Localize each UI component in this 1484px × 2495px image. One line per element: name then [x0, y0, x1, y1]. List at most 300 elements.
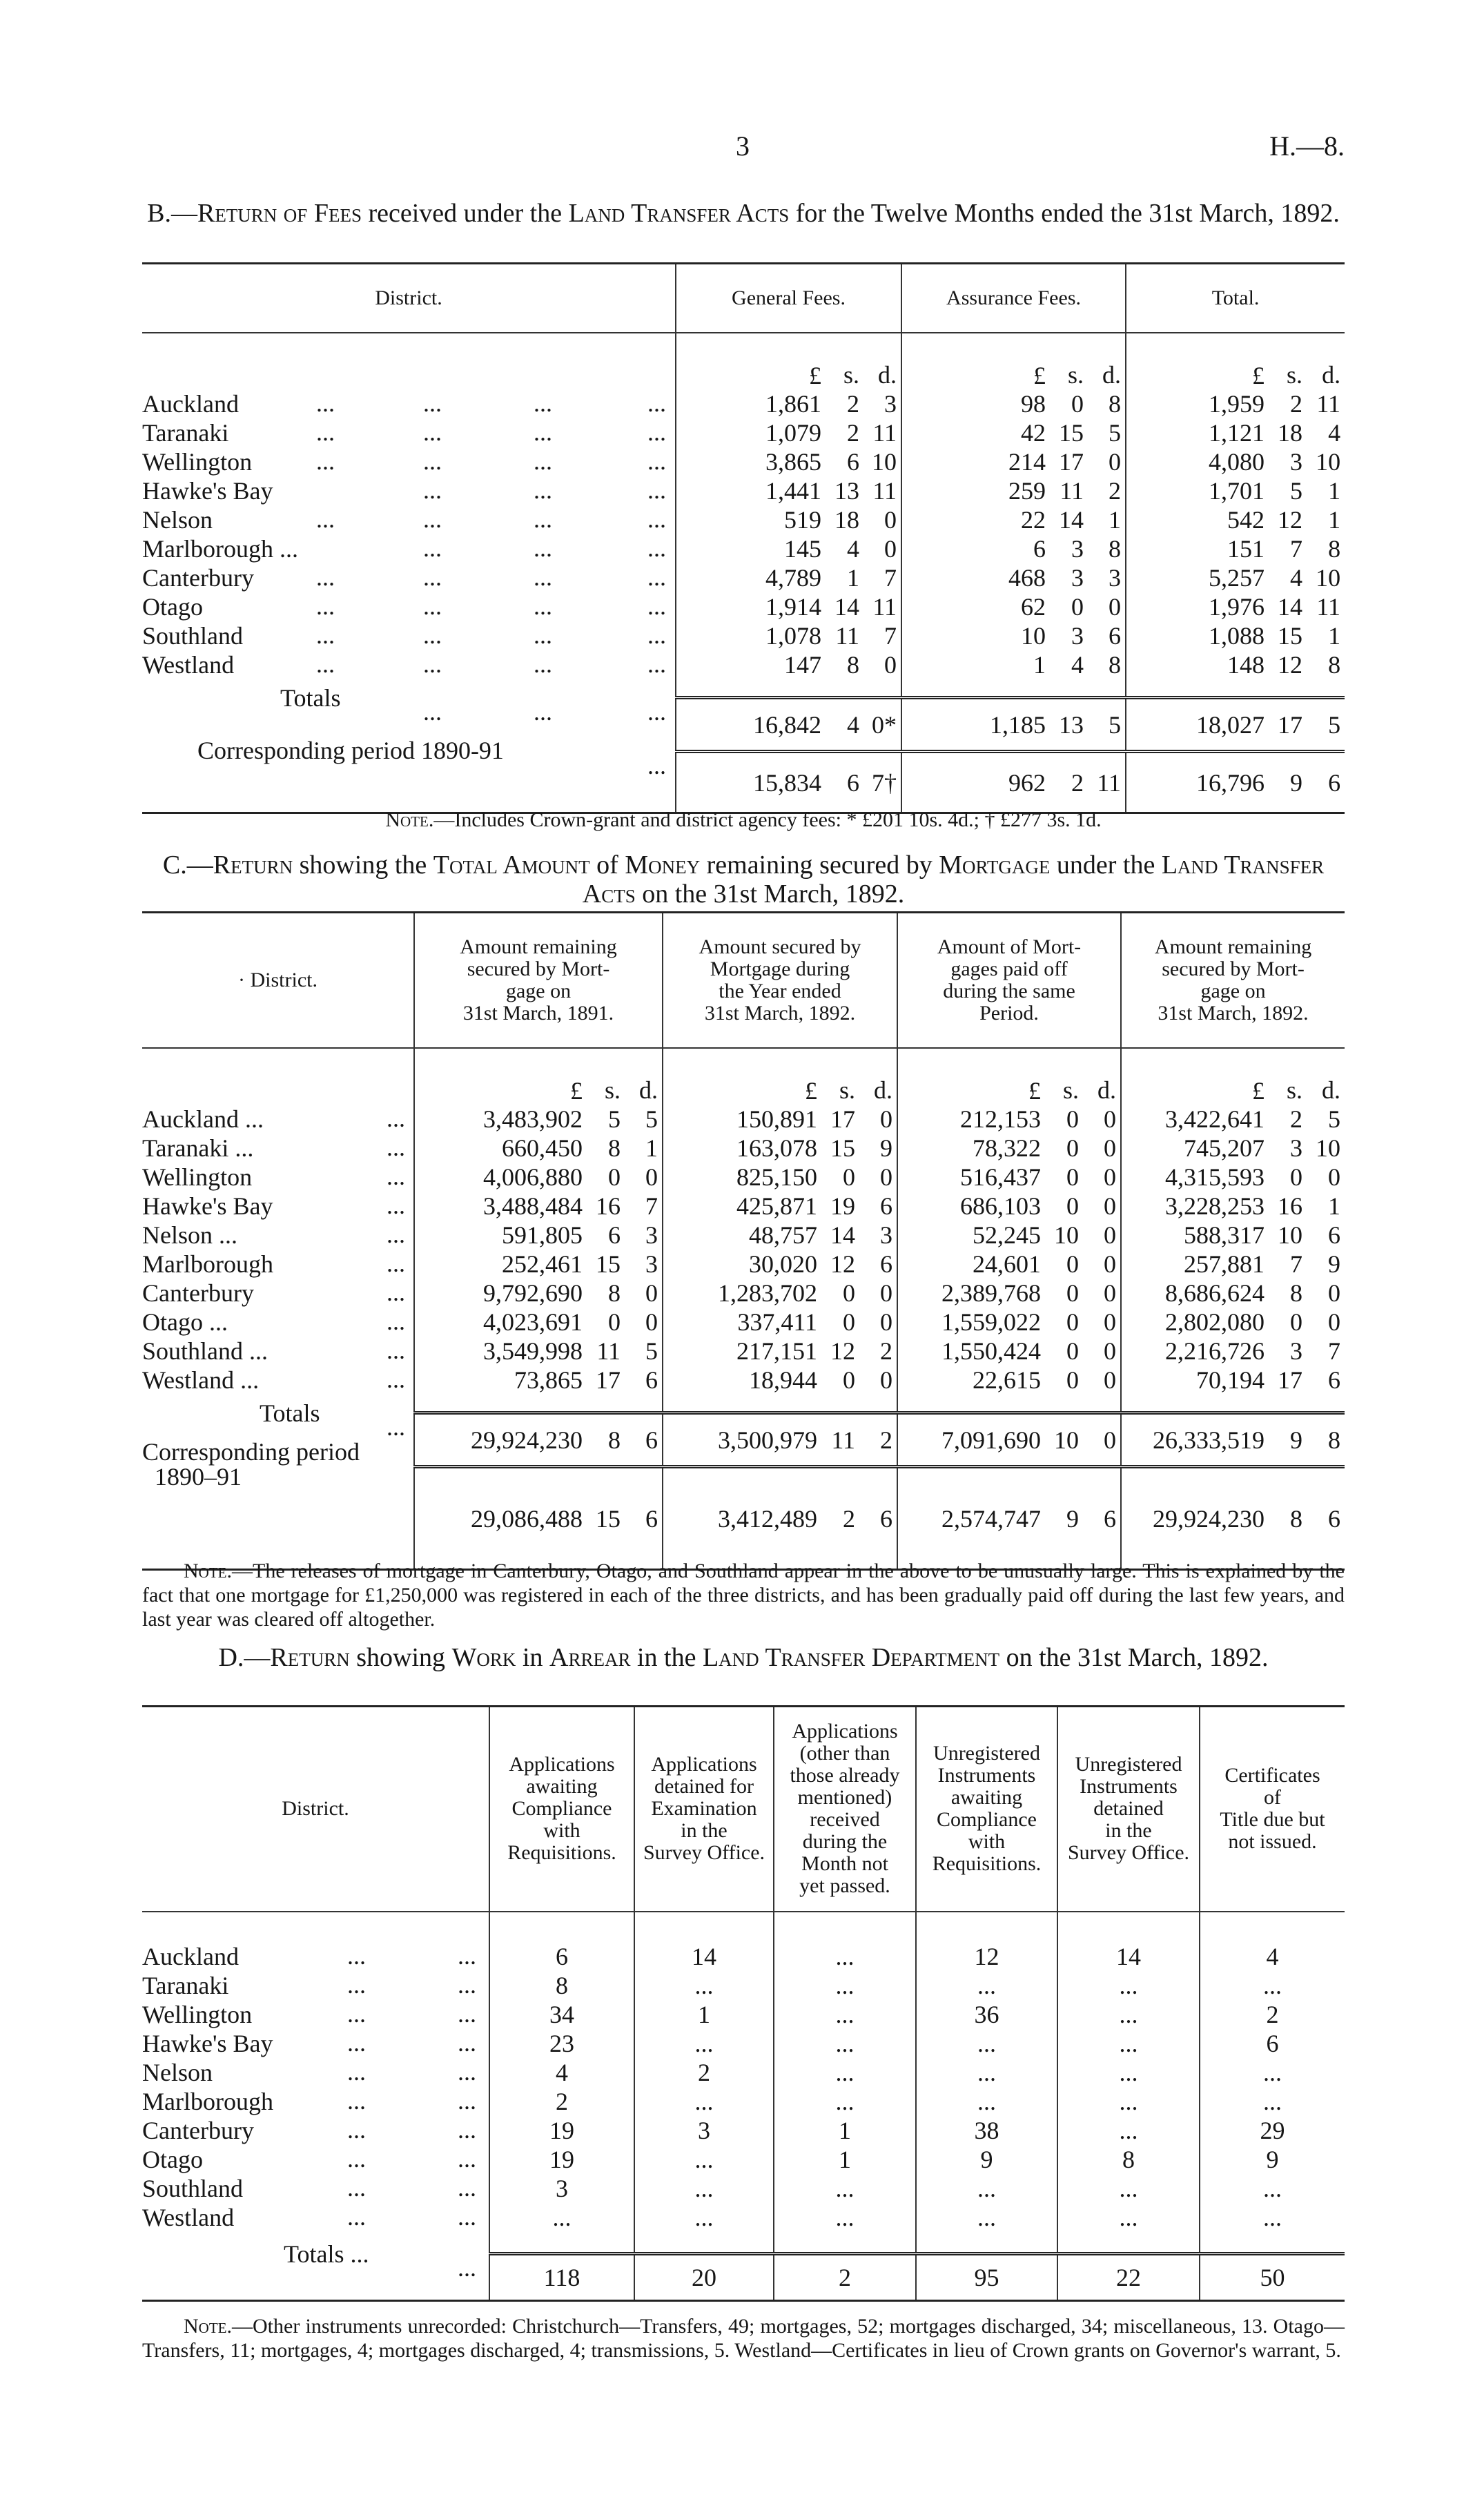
pounds-value: 259 [901, 476, 1050, 505]
leader-dots: ... [387, 1220, 405, 1248]
shillings-value: 14 [834, 592, 859, 621]
shillings-value: 1 [847, 563, 859, 592]
pounds-value: 3,422,641 [1121, 1105, 1269, 1134]
pence-value: 0 [880, 1308, 893, 1336]
leader-dots: ... [347, 2144, 366, 2173]
pence-value: 6 [880, 1250, 893, 1278]
column-header: General Fees. [676, 264, 901, 333]
pence-value: 5 [645, 1337, 658, 1365]
leader-dots: ... [647, 563, 666, 591]
pounds-value: 591,805 [414, 1221, 587, 1250]
district-name: Southland ... [142, 1337, 269, 1365]
pounds-value: 1,559,022 [897, 1308, 1045, 1337]
pounds-value: 468 [901, 563, 1050, 592]
pounds-value: 3,500,979 [663, 1413, 821, 1467]
district-cell [142, 1337, 414, 1366]
shillings-value: 15 [1278, 621, 1303, 650]
district-cell [142, 563, 676, 592]
pence-value: 7† [863, 752, 901, 813]
table-d-note [142, 2314, 1345, 2362]
unit-label: s. [1068, 360, 1084, 389]
pounds-value: 1,959 [1126, 389, 1269, 418]
pounds-value: 9,792,690 [414, 1279, 587, 1308]
shillings-value: 7 [1290, 534, 1303, 563]
shillings-value: 0 [1066, 1105, 1080, 1133]
pounds-value: 18,027 [1126, 698, 1269, 752]
unit-label: £ [1126, 333, 1269, 389]
blank-cell [826, 679, 863, 698]
shillings-value: 9 [1269, 752, 1307, 813]
blank-cell [625, 1395, 663, 1413]
shillings-value: 8 [847, 650, 859, 679]
leader-dots: ... [316, 505, 335, 533]
shillings-value: 17 [1278, 1366, 1303, 1394]
pounds-value: 6 [901, 534, 1050, 563]
pence-value: 5 [645, 1105, 658, 1133]
pence-value: 5 [1088, 698, 1126, 752]
count-value: 36 [916, 2000, 1057, 2029]
shillings-value: 6 [826, 752, 863, 813]
leader-dots: ... [347, 1941, 366, 1970]
pounds-value: 26,333,519 [1121, 1413, 1269, 1467]
leader-dots: ... [458, 1999, 476, 2028]
district-cell [142, 1437, 414, 1570]
leader-dots: ... [347, 2173, 366, 2202]
district-cell [142, 2145, 489, 2174]
count-value: 8 [489, 1971, 634, 2000]
unit-label: d. [1102, 360, 1122, 389]
pounds-value: 516,437 [897, 1163, 1045, 1192]
pence-value: 10 [872, 447, 897, 476]
pence-value: 0 [645, 1163, 658, 1191]
pence-value: 6 [1307, 1467, 1345, 1570]
pence-value: 5 [1109, 418, 1122, 447]
leader-dots: ... [534, 389, 552, 417]
district-cell [142, 621, 676, 650]
leader-dots: ... [647, 476, 666, 504]
title-segment: Land Transfer Acts [568, 199, 790, 228]
leader-dots: ... [647, 751, 666, 779]
leader-dots: ... [423, 418, 442, 446]
pence-value: 6 [625, 1467, 663, 1570]
leader-dots: ... [316, 592, 335, 620]
mortgage-table [142, 911, 1345, 1571]
pounds-value: 214 [901, 447, 1050, 476]
pence-value: 0 [1083, 1413, 1121, 1467]
title-segment: Return [213, 851, 293, 880]
count-value: 2 [1200, 2000, 1345, 2029]
pounds-value: 2,802,080 [1121, 1308, 1269, 1337]
pounds-value: 1,550,424 [897, 1337, 1045, 1366]
shillings-value: 4 [1071, 650, 1084, 679]
district-name: Nelson [142, 2058, 213, 2086]
title-segment: in [516, 1643, 549, 1672]
title-segment: on the 31st March, 1892. [635, 880, 905, 909]
pounds-value: 3,412,489 [663, 1467, 821, 1570]
title-segment: for the Twelve Months ended the 31st March, 1892. [789, 199, 1340, 228]
blank-cell [1126, 679, 1269, 698]
leader-dots: ... [647, 505, 666, 533]
leader-dots: ... [347, 2057, 366, 2086]
leader-dots: ... [647, 418, 666, 446]
pounds-value: 3,865 [676, 447, 826, 476]
count-value: ... [916, 1971, 1057, 2000]
count-value: ... [489, 2203, 634, 2232]
leader-dots: ... [458, 2115, 476, 2144]
blank-cell [142, 679, 676, 698]
blank-cell [663, 1395, 821, 1413]
district-cell [142, 1308, 414, 1337]
shillings-value: 11 [835, 621, 859, 650]
pence-value: 0 [880, 1105, 893, 1133]
count-value: ... [774, 2029, 916, 2058]
shillings-value: 11 [596, 1337, 621, 1365]
count-value: 19 [489, 2145, 634, 2174]
pounds-value: 425,871 [663, 1192, 821, 1221]
shillings-value: 10 [1278, 1221, 1303, 1249]
pence-value: 0 [884, 505, 897, 534]
table-row [142, 418, 1345, 447]
leader-dots: ... [647, 697, 666, 726]
column-header: Assurance Fees. [901, 264, 1126, 333]
shillings-value: 2 [1050, 752, 1088, 813]
district-cell [142, 736, 676, 813]
pounds-value: 15,834 [676, 752, 826, 813]
pounds-value: 18,944 [663, 1366, 821, 1395]
district-name: Wellington [142, 2000, 253, 2028]
leader-dots: ... [347, 2115, 366, 2144]
district-name: Canterbury [142, 2116, 254, 2144]
shillings-value: 15 [1059, 418, 1084, 447]
pence-value: 1 [1328, 1192, 1341, 1220]
table-row [142, 1279, 1345, 1308]
shillings-value: 0 [843, 1279, 856, 1307]
district-name: Southland [142, 2174, 244, 2202]
district-cell [142, 447, 676, 476]
total-value: 118 [489, 2254, 634, 2301]
unit-label: £ [1121, 1048, 1269, 1105]
column-header: Amount remaining secured by Mort- gage on 31st March, 1892. [1121, 913, 1345, 1048]
district-cell [142, 2174, 489, 2203]
count-value: 4 [489, 2058, 634, 2087]
pounds-value: 588,317 [1121, 1221, 1269, 1250]
pounds-value: 98 [901, 389, 1050, 418]
blank-cell [414, 1395, 587, 1413]
title-segment: Return of Fees [197, 199, 362, 228]
unit-label: s. [839, 1076, 856, 1104]
pence-value: 9 [1328, 1250, 1341, 1278]
title-segment: of [589, 851, 625, 880]
district-cell [142, 2087, 489, 2116]
shillings-value: 11 [1060, 476, 1084, 505]
title-segment: C.— [162, 851, 213, 880]
leader-dots: ... [647, 650, 666, 678]
shillings-value: 15 [830, 1134, 856, 1162]
blank-cell [587, 1395, 625, 1413]
count-value: 4 [1200, 1942, 1345, 1971]
title-segment: Work [451, 1643, 516, 1672]
count-value: 14 [634, 1942, 774, 1971]
shillings-value: 0 [1066, 1366, 1080, 1394]
pounds-value: 7,091,690 [897, 1413, 1045, 1467]
blank-cell [1088, 679, 1126, 698]
leader-dots: ... [458, 2144, 476, 2173]
district-name: Taranaki [142, 418, 229, 447]
leader-dots: ... [534, 621, 552, 649]
blank-cell [1121, 1395, 1269, 1413]
district-name: Totals [280, 683, 341, 712]
district-name: Wellington [142, 447, 253, 476]
pence-value: 4 [1328, 418, 1341, 447]
shillings-value: 3 [1290, 1134, 1303, 1162]
leader-dots: ... [458, 1941, 476, 1970]
column-header: District. [142, 1707, 489, 1912]
pence-value: 0 [884, 534, 897, 563]
pence-value: 0 [1328, 1163, 1341, 1191]
shillings-value: 5 [608, 1105, 621, 1133]
count-value: ... [1200, 2058, 1345, 2087]
shillings-value: 17 [1269, 698, 1307, 752]
count-value: 1 [774, 2145, 916, 2174]
pounds-value: 1,121 [1126, 418, 1269, 447]
column-header: District. [142, 264, 676, 333]
count-value: 1 [634, 2000, 774, 2029]
pounds-value: 24,601 [897, 1250, 1045, 1279]
total-value: 20 [634, 2254, 774, 2301]
shillings-value: 0 [1071, 389, 1084, 418]
district-cell [142, 2000, 489, 2029]
district-name: Nelson [142, 505, 213, 534]
count-value: ... [634, 2087, 774, 2116]
pence-value: 6 [1109, 621, 1122, 650]
pence-value: 7 [884, 621, 897, 650]
title-segment: remaining secured by [700, 851, 939, 880]
shillings-value: 3 [1071, 534, 1084, 563]
leader-dots: ... [534, 563, 552, 591]
pounds-value: 3,549,998 [414, 1337, 587, 1366]
leader-dots: ... [647, 447, 666, 475]
pence-value: 2 [1109, 476, 1122, 505]
pence-value: 3 [880, 1221, 893, 1249]
shillings-value: 12 [1278, 650, 1303, 679]
blank-cell [916, 2232, 1057, 2254]
shillings-value: 10 [1054, 1221, 1080, 1249]
table-row [142, 621, 1345, 650]
pounds-value: 4,006,880 [414, 1163, 587, 1192]
shillings-value: 0 [1290, 1308, 1303, 1336]
count-value: ... [916, 2058, 1057, 2087]
table-row [142, 505, 1345, 534]
totals-row [142, 2254, 1345, 2301]
pounds-value: 825,150 [663, 1163, 821, 1192]
district-cell [142, 2240, 489, 2301]
pence-value: 11 [872, 418, 897, 447]
header-row [142, 264, 1345, 333]
unit-label: d. [874, 1076, 893, 1104]
district-name: Southland [142, 621, 244, 650]
pounds-value: 16,796 [1126, 752, 1269, 813]
pence-value: 0 [1109, 592, 1122, 621]
leader-dots: ... [534, 592, 552, 620]
leader-dots: ... [647, 592, 666, 620]
shillings-value: 16 [596, 1192, 621, 1220]
pounds-value: 148 [1126, 650, 1269, 679]
pounds-value: 2,389,768 [897, 1279, 1045, 1308]
leader-dots: ... [423, 650, 442, 678]
blank-cell [142, 1048, 414, 1105]
table-row [142, 650, 1345, 679]
column-header: Unregistered Instruments awaiting Compliance with Requisitions. [916, 1707, 1057, 1912]
count-value: ... [634, 2145, 774, 2174]
pence-value: 7 [1328, 1337, 1341, 1365]
title-segment: showing the [293, 851, 433, 880]
table-row [142, 1221, 1345, 1250]
count-value: ... [916, 2203, 1057, 2232]
count-value: ... [634, 2029, 774, 2058]
pence-value: 9 [880, 1134, 893, 1162]
leader-dots: ... [534, 534, 552, 562]
pence-value: 0 [1104, 1163, 1117, 1191]
title-segment: on the 31st March, 1892. [999, 1643, 1269, 1672]
count-value: ... [1057, 2029, 1200, 2058]
table-row [142, 592, 1345, 621]
pence-value: 2 [880, 1337, 893, 1365]
pounds-value: 4,315,593 [1121, 1163, 1269, 1192]
pounds-value: 962 [901, 752, 1050, 813]
shillings-value: 8 [1290, 1279, 1303, 1307]
pence-value: 0 [1104, 1250, 1117, 1278]
pence-value: 6 [1307, 752, 1345, 813]
unit-label: d. [1322, 360, 1341, 389]
leader-dots: ... [458, 2028, 476, 2057]
pence-value: 0 [1104, 1134, 1117, 1162]
pounds-value: 1,861 [676, 389, 826, 418]
pounds-value: 145 [676, 534, 826, 563]
note-text: —Other instruments unrecorded: Christchurch—Transfers, 49; mortgages, 52; mortgages discharged, 34; miscellaneous, 13. Otago—Transfers, 11; mortgages, 4; mortgages discharged, 4; transmissions, 5. Westland—Certificates in lieu of Crown grants on Governor's warrant, 5. [142, 2315, 1345, 2362]
blank-cell [1200, 2232, 1345, 2254]
pence-value: 8 [1328, 534, 1341, 563]
blank-cell [489, 1912, 634, 1942]
column-header: Applications detained for Examination in the Survey Office. [634, 1707, 774, 1912]
column-header: Certificates of Title due but not issued. [1200, 1707, 1345, 1912]
shillings-value: 8 [587, 1413, 625, 1467]
count-value: ... [634, 2174, 774, 2203]
pence-value: 8 [1109, 534, 1122, 563]
pounds-value: 542 [1126, 505, 1269, 534]
pence-value: 6 [625, 1413, 663, 1467]
count-value: 8 [1057, 2145, 1200, 2174]
shillings-value: 0 [843, 1308, 856, 1336]
pence-value: 0 [880, 1366, 893, 1394]
district-cell [142, 389, 676, 418]
blank-cell [774, 1912, 916, 1942]
pounds-value: 1,441 [676, 476, 826, 505]
pence-value: 7 [645, 1192, 658, 1220]
shillings-value: 0 [843, 1163, 856, 1191]
table-row [142, 2145, 1345, 2174]
shillings-value: 2 [847, 418, 859, 447]
leader-dots: ... [534, 476, 552, 504]
count-value: 14 [1057, 1942, 1200, 1971]
title-segment: B.— [147, 199, 197, 228]
shillings-value: 4 [847, 534, 859, 563]
pence-value: 0 [1104, 1337, 1117, 1365]
column-header: Amount of Mort- gages paid off during the same Period. [897, 913, 1121, 1048]
pounds-value: 519 [676, 505, 826, 534]
district-name: Marlborough ... [142, 534, 298, 563]
count-value: 23 [489, 2029, 634, 2058]
count-value: ... [916, 2087, 1057, 2116]
shillings-value: 0 [1066, 1337, 1080, 1365]
pence-value: 0 [880, 1163, 893, 1191]
pounds-value: 150,891 [663, 1105, 821, 1134]
count-value: ... [774, 1971, 916, 2000]
table-row [142, 1192, 1345, 1221]
pounds-value: 16,842 [676, 698, 826, 752]
pounds-value: 745,207 [1121, 1134, 1269, 1163]
pence-value: 6 [880, 1192, 893, 1220]
count-value: ... [1057, 2087, 1200, 2116]
district-name: Hawke's Bay [142, 1192, 273, 1220]
table-row [142, 476, 1345, 505]
pounds-value: 29,086,488 [414, 1467, 587, 1570]
count-value: ... [1200, 1971, 1345, 2000]
blank-cell [1269, 679, 1307, 698]
note-label: Note. [184, 1560, 232, 1582]
table-row [142, 389, 1345, 418]
shillings-value: 5 [1290, 476, 1303, 505]
fees-table [142, 262, 1345, 814]
district-name: Hawke's Bay [142, 2029, 273, 2057]
district-cell [142, 2058, 489, 2087]
pounds-value: 252,461 [414, 1250, 587, 1279]
header-row [142, 1707, 1345, 1912]
count-value: ... [916, 2174, 1057, 2203]
unit-label: £ [897, 1048, 1045, 1105]
column-header: Applications (other than those already mentioned) received during the Month not yet passed. [774, 1707, 916, 1912]
leader-dots: ... [423, 505, 442, 533]
district-cell [142, 476, 676, 505]
leader-dots: ... [316, 447, 335, 475]
title-segment: Return [270, 1643, 350, 1672]
shillings-value: 4 [826, 698, 863, 752]
district-cell [142, 1366, 414, 1395]
pounds-value: 1,078 [676, 621, 826, 650]
leader-dots: ... [534, 650, 552, 678]
count-value: 1 [774, 2116, 916, 2145]
district-name: Otago [142, 2145, 203, 2173]
district-name: Nelson ... [142, 1221, 237, 1249]
district-cell [142, 1105, 414, 1134]
column-header: · District. [142, 913, 414, 1048]
count-value: 34 [489, 2000, 634, 2029]
shillings-value: 19 [830, 1192, 856, 1220]
count-value: 9 [916, 2145, 1057, 2174]
unit-label: s. [1063, 1076, 1080, 1104]
blank-cell [1057, 2232, 1200, 2254]
blank-cell [1083, 1395, 1121, 1413]
pence-value: 1 [1109, 505, 1122, 534]
pence-value: 6 [1083, 1467, 1121, 1570]
shillings-value: 14 [830, 1221, 856, 1249]
pence-value: 0 [1104, 1192, 1117, 1220]
pence-value: 0 [1328, 1308, 1341, 1336]
pence-value: 1 [645, 1134, 658, 1162]
column-header: Unregistered Instruments detained in the Survey Office. [1057, 1707, 1200, 1912]
shillings-value: 14 [1059, 505, 1084, 534]
blank-cell [1045, 1395, 1083, 1413]
table-row [142, 2116, 1345, 2145]
